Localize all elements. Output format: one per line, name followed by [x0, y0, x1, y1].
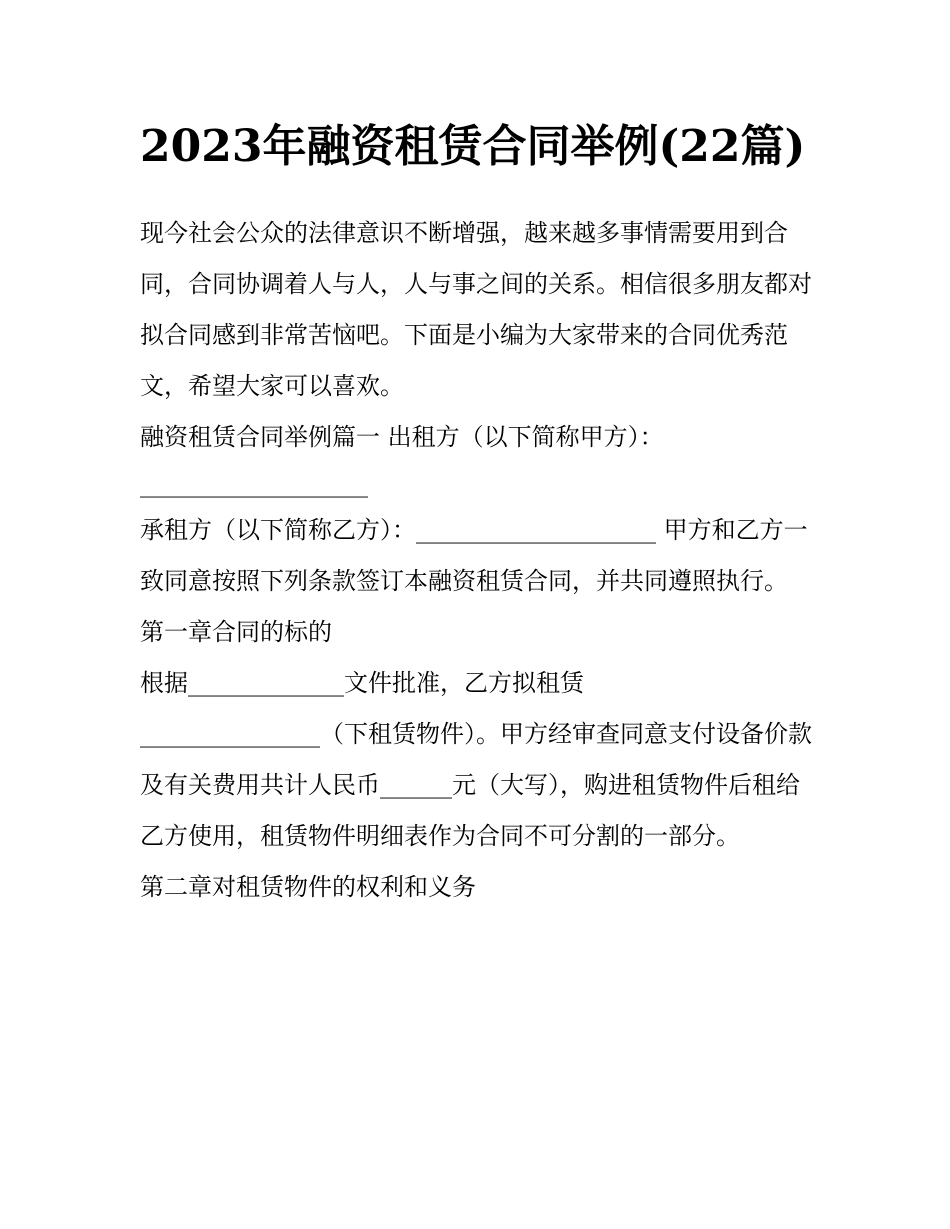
- chapter-one-heading: 第一章合同的标的: [140, 618, 332, 646]
- lease-item-paragraph: _______________（下租赁物件）。甲方经审查同意支付设备价款及有关费用共计人民币______元（大写），购进租赁物件后租给乙方使用，租赁物件明细表作为合同不可分割的一部分。: [140, 720, 812, 850]
- chapter-two-heading: 第二章对租赁物件的权利和义务: [140, 873, 476, 901]
- basis-line: 根据_____________文件批准，乙方拟租赁: [140, 669, 584, 697]
- intro-paragraph: 现今社会公众的法律意识不断增强，越来越多事情需要用到合同，合同协调着人与人，人与事之间的关系。相信很多朋友都对拟合同感到非常苦恼吧。下面是小编为大家带来的合同优秀范文，希望大家可以喜欢。: [140, 219, 812, 400]
- lessor-line: 融资租赁合同举例篇一 出租方（以下简称甲方）：: [140, 423, 664, 451]
- document-body: [140, 108, 812, 913]
- document-title: 2023年融资租赁合同举例(22篇): [140, 121, 806, 172]
- lessee-paragraph: 承租方（以下简称乙方）：____________________ 甲方和乙方一致同意按照下列条款签订本融资租赁合同，并共同遵照执行。: [140, 516, 808, 595]
- lessor-blank-line: ___________________: [140, 470, 368, 498]
